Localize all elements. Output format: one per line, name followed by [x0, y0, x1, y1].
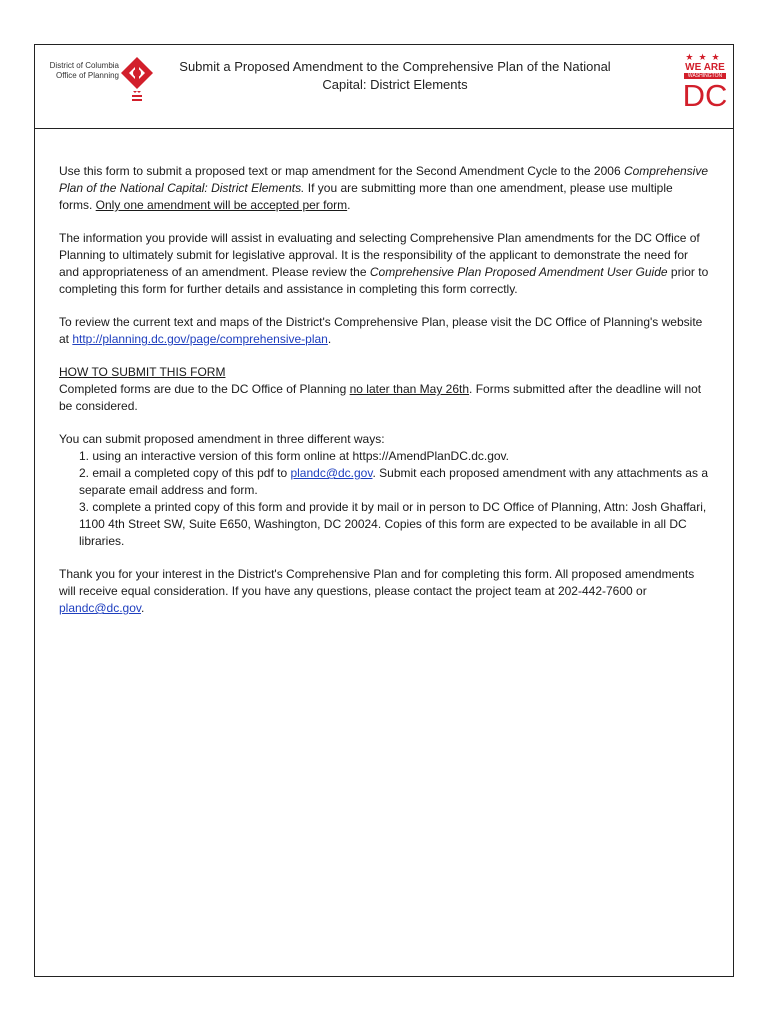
intro-paragraph: Use this form to submit a proposed text or map amendment for the Second Amendment Cycle to the 2006 Comprehensive Plan of the National Capital: District Elements. If you are submitting more than one amendment, please use multiple forms. Only one amendment will be accepted per form. [59, 164, 709, 212]
contact-email-link[interactable]: plandc@dc.gov [59, 601, 142, 615]
submission-intro: You can submit proposed amendment in three different ways: [59, 432, 385, 446]
page-header [35, 45, 733, 129]
org-line-2: Office of Planning [55, 71, 119, 80]
title-line-1: Submit a Proposed Amendment to the Comprehensive Plan of the National [179, 59, 611, 74]
dc-map-icon [119, 55, 155, 111]
submission-list [59, 448, 709, 550]
review-paragraph: To review the current text and maps of the District's Comprehensive Plan, please visit the DC Office of Planning's website at http://planning.dc.gov/page/comprehensive-plan. [59, 315, 703, 346]
stars-icon: ★★★ [685, 52, 725, 62]
method-email: 2. email a completed copy of this pdf to plandc@dc.gov. Submit each proposed amendment with any attachments as a separate email address and form. [79, 466, 708, 497]
we-are-washington-dc-logo [682, 53, 728, 121]
submission-methods [59, 431, 709, 550]
dc-text: DC [682, 78, 728, 113]
how-to-submit-heading: HOW TO SUBMIT THIS FORM [59, 365, 226, 379]
page-title [155, 58, 635, 94]
form-page [34, 44, 734, 977]
method-mail: 3. complete a printed copy of this form and provide it by mail or in person to DC Office of Planning, Attn: Josh Ghaffari, 1100 4th Street SW, Suite E650, Washington, DC 20024. Copies of this form are expected to be available in all DC libraries. [79, 500, 707, 548]
office-of-planning-logo [35, 55, 165, 115]
we-are-text: WE ARE [685, 62, 725, 73]
how-to-submit-section: HOW TO SUBMIT THIS FORM Completed forms are due to the DC Office of Planning no later than May 26th. Forms submitted after the deadline will not be considered. [59, 365, 702, 413]
user-guide-title: Comprehensive Plan Proposed Amendment User Guide [369, 265, 668, 279]
org-name [35, 61, 119, 81]
method-online: 1. using an interactive version of this form online at https://AmendPlanDC.dc.gov. [79, 449, 509, 463]
washington-text: WASHINGTON [684, 73, 726, 79]
comprehensive-plan-link[interactable]: http://planning.dc.gov/page/comprehensive-plan [72, 332, 328, 346]
purpose-paragraph: The information you provide will assist in evaluating and selecting Comprehensive Plan amendments for the DC Office of Planning to ultimately submit for legislative approval. It is the responsibility of the applicant to demonstrate the need for and appropriateness of an amendment. Please review the Comprehensive Plan Proposed Amendment User Guide prior to completing this form for further details and assistance in completing this form correctly. [59, 231, 709, 296]
deadline-text: no later than May 26th [349, 382, 470, 396]
title-line-2: Capital: District Elements [322, 77, 468, 92]
plandc-email-link[interactable]: plandc@dc.gov [290, 466, 373, 480]
org-line-1: District of Columbia [49, 61, 119, 70]
form-instructions [59, 163, 709, 633]
thank-you-paragraph: Thank you for your interest in the District's Comprehensive Plan and for completing this form. All proposed amendments will receive equal consideration. If you have any questions, please contact the project team at 202-442-7600 or plandc@dc.gov. [59, 567, 695, 615]
one-amendment-note: Only one amendment will be accepted per form [95, 198, 348, 212]
